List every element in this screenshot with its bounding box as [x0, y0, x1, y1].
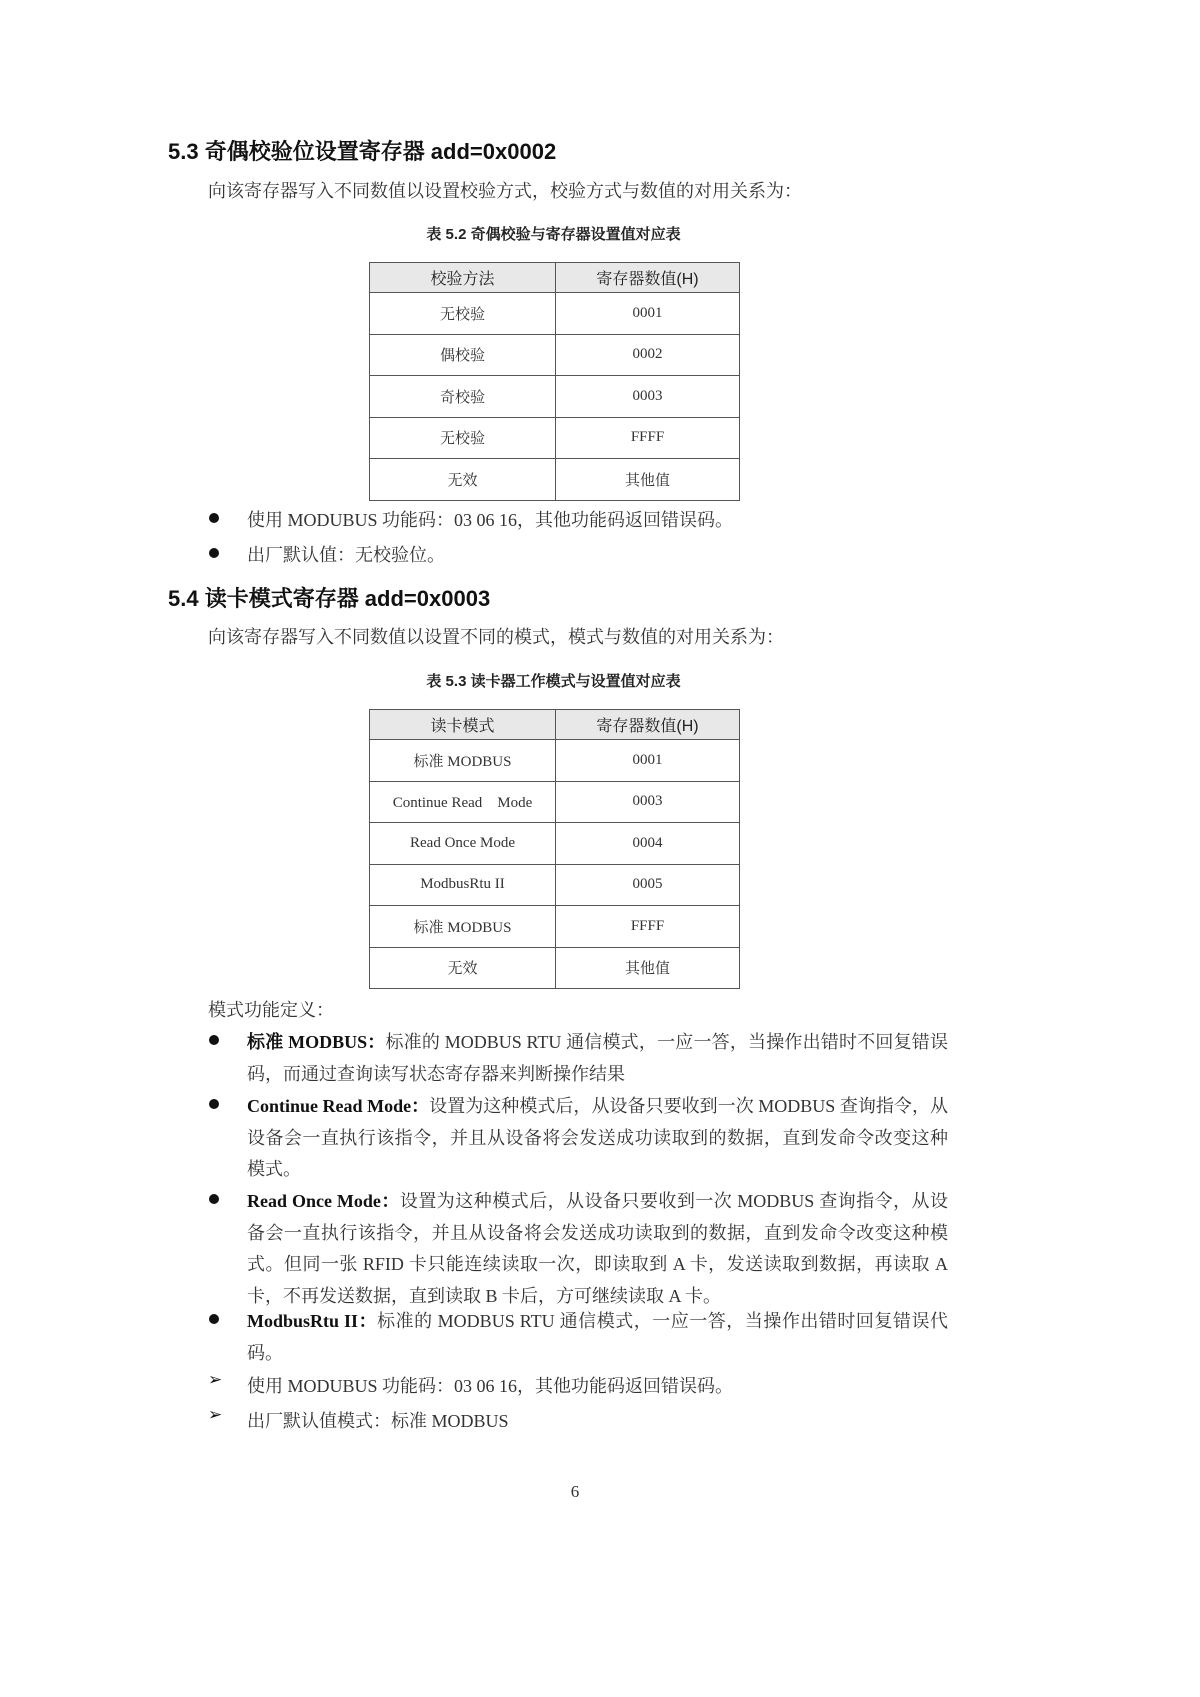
definition-text: 设置为这种模式后，从设备只要收到一次 MODBUS 查询指令，从设备会一直执行该指令，并且从设备将会发送成功读取到的数据，直到发命令改变这种模式。	[247, 1096, 948, 1179]
table-cell: 0002	[556, 334, 740, 376]
column-header: 寄存器数值(H)	[556, 263, 740, 293]
table-cell: 其他值	[556, 947, 740, 989]
bullet-text: 出厂默认值：无校验位。	[247, 545, 445, 565]
definition-separator: ：	[411, 1096, 430, 1116]
bullet-dot-icon	[209, 513, 219, 523]
table-row	[370, 417, 740, 459]
section-heading-5-3: 5.3 奇偶校验位设置寄存器 add=0x0002	[168, 139, 557, 164]
definition-item	[208, 1306, 948, 1369]
bullet-dot-icon	[209, 1194, 219, 1204]
definition-item	[208, 1186, 948, 1312]
note-text: 使用 MODUBUS 功能码：03 06 16，其他功能码返回错误码。	[247, 1376, 734, 1396]
table-row	[370, 293, 740, 335]
definition-separator: ：	[380, 1191, 400, 1211]
table-cell: 0001	[556, 293, 740, 335]
table-cell: 其他值	[556, 459, 740, 501]
section-heading-5-4: 5.4 读卡模式寄存器 add=0x0003	[168, 586, 491, 611]
table-row	[370, 740, 740, 782]
definition-separator: ：	[358, 1311, 378, 1331]
table-cell: 0004	[556, 823, 740, 865]
table-cell: FFFF	[556, 417, 740, 459]
arrow-bullet-icon: ➢	[208, 1370, 223, 1390]
read-mode-table	[369, 709, 740, 989]
table-cell: Continue Read Mode	[370, 781, 556, 823]
table-cell: 偶校验	[370, 334, 556, 376]
table-row	[370, 781, 740, 823]
column-header: 读卡模式	[370, 710, 556, 740]
table-header-row	[370, 710, 740, 740]
bullet-item	[208, 505, 948, 537]
table-cell: 无校验	[370, 293, 556, 335]
table-caption-5-2: 表 5.2 奇偶校验与寄存器设置值对应表	[426, 226, 681, 243]
bullet-dot-icon	[209, 1099, 219, 1109]
table-row	[370, 334, 740, 376]
bullet-item	[208, 540, 948, 572]
column-header: 校验方法	[370, 263, 556, 293]
table-cell: ModbusRtu II	[370, 864, 556, 906]
table-caption-5-3: 表 5.3 读卡器工作模式与设置值对应表	[426, 673, 681, 690]
arrow-bullet-icon: ➢	[208, 1405, 223, 1425]
table-row	[370, 459, 740, 501]
note-item	[208, 1406, 948, 1438]
table-cell: 无效	[370, 459, 556, 501]
table-cell: 奇校验	[370, 376, 556, 418]
bullet-dot-icon	[209, 1314, 219, 1324]
note-item	[208, 1371, 948, 1403]
table-cell: 无校验	[370, 417, 556, 459]
bullet-dot-icon	[209, 548, 219, 558]
definition-text: 设置为这种模式后，从设备只要收到一次 MODBUS 查询指令，从设备会一直执行该指令，并且从设备将会发送成功读取到的数据，直到发命令改变这种模式。但同一张 RFID 卡只能连续读取一次，即读取到 A 卡，发送读取到数据，再读取 A 卡，不再发送数据，直到读取 B 卡后，方可继续读取 A 卡。	[247, 1191, 948, 1306]
table-cell: 无效	[370, 947, 556, 989]
table-cell: 0003	[556, 781, 740, 823]
definition-item	[208, 1091, 948, 1186]
parity-table	[369, 262, 740, 501]
table-row	[370, 823, 740, 865]
section-intro-5-4: 向该寄存器写入不同数值以设置不同的模式，模式与数值的对用关系为：	[208, 627, 784, 648]
section-intro-5-3: 向该寄存器写入不同数值以设置校验方式，校验方式与数值的对用关系为：	[208, 181, 802, 202]
column-header: 寄存器数值(H)	[556, 710, 740, 740]
definition-separator: ：	[367, 1032, 386, 1052]
table-cell: 标准 MODBUS	[370, 906, 556, 948]
table-cell: Read Once Mode	[370, 823, 556, 865]
table-row	[370, 947, 740, 989]
definition-term: 标准 MODBUS	[247, 1032, 368, 1052]
definition-term: Continue Read Mode	[247, 1096, 412, 1116]
definition-text: 标准的 MODBUS RTU 通信模式，一应一答，当操作出错时不回复错误码，而通过查询读写状态寄存器来判断操作结果	[247, 1032, 948, 1084]
table-cell: FFFF	[556, 906, 740, 948]
table-cell: 0001	[556, 740, 740, 782]
bullet-dot-icon	[209, 1035, 219, 1045]
table-cell: 0003	[556, 376, 740, 418]
note-text: 出厂默认值模式：标准 MODBUS	[247, 1411, 509, 1431]
definition-term: ModbusRtu II	[247, 1311, 359, 1331]
table-cell: 0005	[556, 864, 740, 906]
page-number: 6	[570, 1482, 580, 1501]
table-row	[370, 376, 740, 418]
definition-item	[208, 1027, 948, 1090]
table-header-row	[370, 263, 740, 293]
table-row	[370, 864, 740, 906]
table-row	[370, 906, 740, 948]
definition-term: Read Once Mode	[247, 1191, 381, 1211]
bullet-text: 使用 MODUBUS 功能码：03 06 16，其他功能码返回错误码。	[247, 510, 734, 530]
definitions-label: 模式功能定义：	[208, 1000, 334, 1021]
table-cell: 标准 MODBUS	[370, 740, 556, 782]
definition-text: 标准的 MODBUS RTU 通信模式，一应一答，当操作出错时回复错误代码。	[247, 1311, 949, 1363]
